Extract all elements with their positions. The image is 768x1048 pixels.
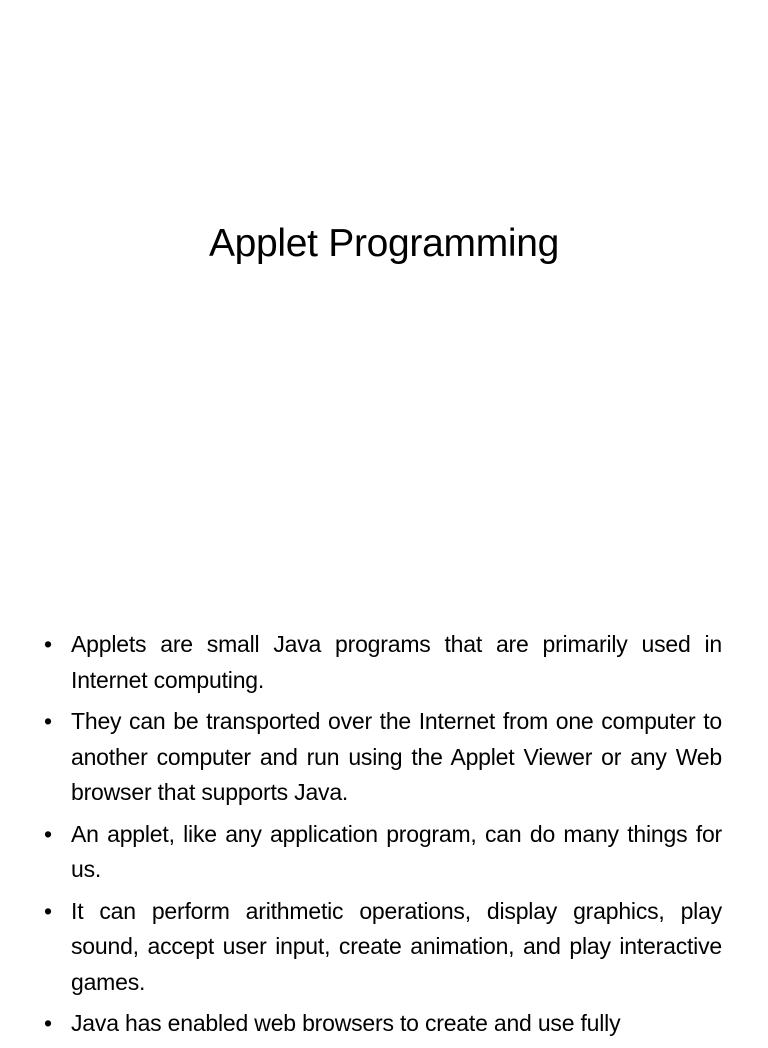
bullet-text: Applets are small Java programs that are primarily used in Internet computing. [71,631,722,693]
bullet-item [42,704,722,811]
bullet-list [42,627,722,1048]
bullet-item [42,627,722,698]
bullet-dot-icon: • [44,820,52,847]
bullet-item [42,894,722,1001]
bullet-text: They can be transported over the Internet from one computer to another computer and run using the Applet Viewer or any Web browser that supports Java. [71,708,722,805]
bullet-dot-icon: • [44,1010,52,1036]
bullet-dot-icon: • [44,708,52,734]
bullet-text: An applet, like any application program, can do many things for us. [71,820,722,882]
bullet-dot-icon: • [44,897,52,924]
bullet-item [42,817,722,888]
bullet-text: Java has enabled web browsers to create and use fully [71,1010,621,1036]
bullet-text: It can perform arithmetic operations, display graphics, play sound, accept user input, create animation, and play interactive games. [71,897,722,995]
bullet-dot-icon: • [44,631,52,657]
slide-title: Applet Programming [208,222,560,265]
